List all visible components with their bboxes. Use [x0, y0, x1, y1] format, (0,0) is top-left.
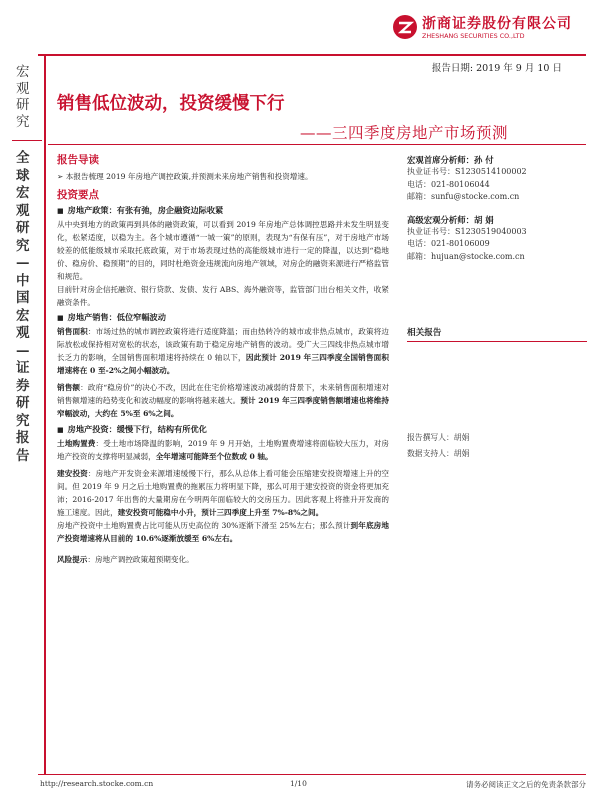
guide-title: 报告导读 — [57, 154, 99, 166]
construction-text: ：房地产开发资金来源增速缓慢下行，那么从总体上看可能会压缩建安投资增速上升的空间。但 2019 年 9 月之后土地购置费的拖累压力将明显下降，那么可用于建安投资的资金将更加充沛；2016-2017 年出售的大量期房在今明两年面临较大的交房压力。因此客观上将推升开发商的施工速度。因此， — [57, 469, 390, 517]
phone-label: 电话： — [407, 239, 431, 249]
sidebar-divider — [12, 140, 42, 141]
construction-forecast: 建安投资可能稳中小升，预计三四季度上升至 7%-8%之间。 — [117, 508, 324, 517]
sales-area-forecast: 因此预计 2019 年三四季度全国销售面积增速将在 0 至-2%之间小幅波动。 — [57, 353, 390, 375]
ratio-text: 房地产投资中土地购置费占比可能从历史高位的 30%逐渐下滑至 25%左右；那么预计 — [57, 521, 351, 530]
risk-label: 风险提示 — [57, 555, 88, 564]
phone-number: 021-80106044 — [431, 179, 490, 189]
cert-number: S1230514100002 — [455, 167, 527, 176]
page-title: 销售低位波动，投资缓慢下行 — [57, 94, 285, 114]
brand-logo — [392, 8, 592, 48]
phone-number: 021-80106009 — [431, 239, 490, 249]
analyst-name: 孙 付 — [474, 155, 494, 165]
email-address[interactable]: hujuan@stocke.com.cn — [431, 251, 525, 261]
policy-paragraph-2: 目前针对房企信托融资、银行贷款、发债、发行 ABS、海外融资等，监管部门出台相关文件，收紧融资条件。 — [57, 285, 389, 307]
cert-label: 执业证书号： — [407, 226, 455, 236]
land-forecast: 全年增速可能降至个位数或 0 轴。 — [155, 452, 273, 461]
square-bullet-icon: ■ — [57, 426, 64, 434]
contributor-name: 胡娟 — [453, 449, 470, 458]
contributor-label: 报告撰写人： — [407, 433, 454, 442]
land-label: 土地购置费 — [57, 439, 96, 448]
report-category: 宏观研究 — [16, 64, 30, 130]
policy-heading — [57, 205, 389, 216]
guide-text-body: 本报告梳理 2019 年房地产调控政策,并预测未来房地产销售和投资增速。 — [65, 172, 313, 181]
phone-label: 电话： — [407, 179, 431, 189]
sales-paragraph-2 — [57, 381, 389, 420]
email-label: 邮箱： — [407, 192, 431, 202]
date-value: 2019 年 9 月 10 日 — [476, 63, 562, 74]
sales-value-forecast: 预计 2019 年三四季度销售额增速也将维持窄幅波动，大约在 5%至 6%之间。 — [57, 396, 390, 418]
sales-area-label: 销售面积 — [57, 327, 88, 336]
ratio-forecast: 到年底房地产投资增速将从目前的 10.6%逐渐放缓至 6%左右。 — [57, 521, 389, 543]
square-bullet-icon: ■ — [57, 314, 64, 322]
cert-number: S1230519040003 — [455, 226, 527, 236]
sales-value-text: ：政府“稳房价”的决心不改，因此在住宅价格增速波动减弱的背景下，未来销售面积增速对销售额增速的趋势变化和波动幅度的影响将越来越大。 — [57, 383, 389, 405]
construction-label: 建安投资 — [57, 469, 88, 478]
related-reports-title: 相关报告 — [407, 326, 587, 342]
ratio-paragraph — [57, 519, 389, 545]
contributor-data — [407, 446, 587, 462]
sales-heading-text: 房地产销售：低位窄幅波动 — [67, 312, 166, 322]
contributor-label: 数据支持人： — [407, 449, 454, 458]
sales-heading — [57, 312, 389, 323]
analyst-card — [407, 214, 587, 264]
report-date — [432, 60, 562, 74]
arrow-bullet-icon: ➢ — [57, 172, 66, 181]
construction-paragraph — [57, 467, 389, 519]
title-rule — [48, 144, 586, 145]
land-paragraph — [57, 437, 389, 463]
sales-paragraph-1 — [57, 325, 389, 377]
analyst-role: 宏观首席分析师： — [407, 155, 474, 165]
risk-paragraph — [57, 553, 389, 566]
invest-heading — [57, 424, 389, 435]
contributor-writer — [407, 430, 587, 446]
footer-rule — [38, 774, 586, 775]
brand-name-en: ZHESHANG SECURITIES CO.,LTD — [422, 32, 525, 40]
analyst-role: 高级宏观分析师： — [407, 214, 474, 225]
analyst-name: 胡 娟 — [474, 214, 494, 225]
contributors — [407, 430, 587, 462]
date-label: 报告日期: — [431, 63, 474, 74]
disclaimer-note: 请务必阅读正文之后的免责条款部分 — [466, 780, 586, 789]
land-text: ：受土地市场降温的影响，2019 年 9 月开始，土地购置费增速将面临较大压力，对房地产投资的支撑将明显减弱， — [57, 439, 389, 461]
main-content — [57, 152, 389, 566]
email-address[interactable]: sunfu@stocke.com.cn — [431, 192, 520, 202]
header-rule — [38, 54, 586, 56]
page-number: 1/10 — [290, 779, 307, 788]
policy-paragraph-1: 从中央到地方的政策再到具体的融资政策，可以看到 2019 年房地产总体调控思路并未发生明显变化，松紧适度，以稳为主。各个城市遵循“一城一策”的原则，表现为“有保有压”，对于房地产市场较差的低能级城市采取托底政策，对于市场表现过热的高能级城市进行一定的降温，以达到“稳地价、稳房价、稳预期”的目的，同时杜绝资金违规流向房地产领域，对房企的融资来源进行严格监管和规范。 — [57, 220, 389, 281]
email-label: 邮箱： — [407, 251, 431, 261]
sales-area-text: ：市场过热的城市调控政策将进行适度降温；而由热转冷的城市或非热点城市，政策将边际放松或保持相对宽松的状态，该政策有助于稳定房地产销售的波动。受广大三四线非热点城市增长乏力的影响，全国销售面积增速将持续在 0 轴以下， — [57, 327, 390, 362]
points-title: 投资要点 — [57, 189, 99, 201]
report-series: 全球宏观研究—中国宏观—证券研究报告 — [16, 150, 30, 464]
square-bullet-icon: ■ — [57, 207, 64, 215]
guide-text — [57, 170, 389, 183]
brand-name-cn: 浙商证券股份有限公司 — [422, 16, 572, 32]
cert-label: 执业证书号： — [407, 167, 455, 176]
invest-heading-text: 房地产投资：缓慢下行，结构有所优化 — [67, 424, 207, 434]
risk-text: ：房地产调控政策超预期变化。 — [87, 555, 194, 564]
policy-heading-text: 房地产政策：有张有弛，房企融资边际收紧 — [67, 205, 224, 215]
sales-value-label: 销售额 — [57, 383, 81, 392]
footer-url[interactable]: http://research.stocke.com.cn — [40, 779, 154, 788]
related-reports — [407, 326, 587, 342]
zheshang-logo-icon — [392, 14, 418, 40]
analyst-panel — [407, 152, 587, 264]
page-subtitle: ——三四季度房地产市场预测 — [300, 124, 509, 142]
contributor-name: 胡娟 — [453, 433, 470, 442]
analyst-card — [407, 154, 587, 204]
